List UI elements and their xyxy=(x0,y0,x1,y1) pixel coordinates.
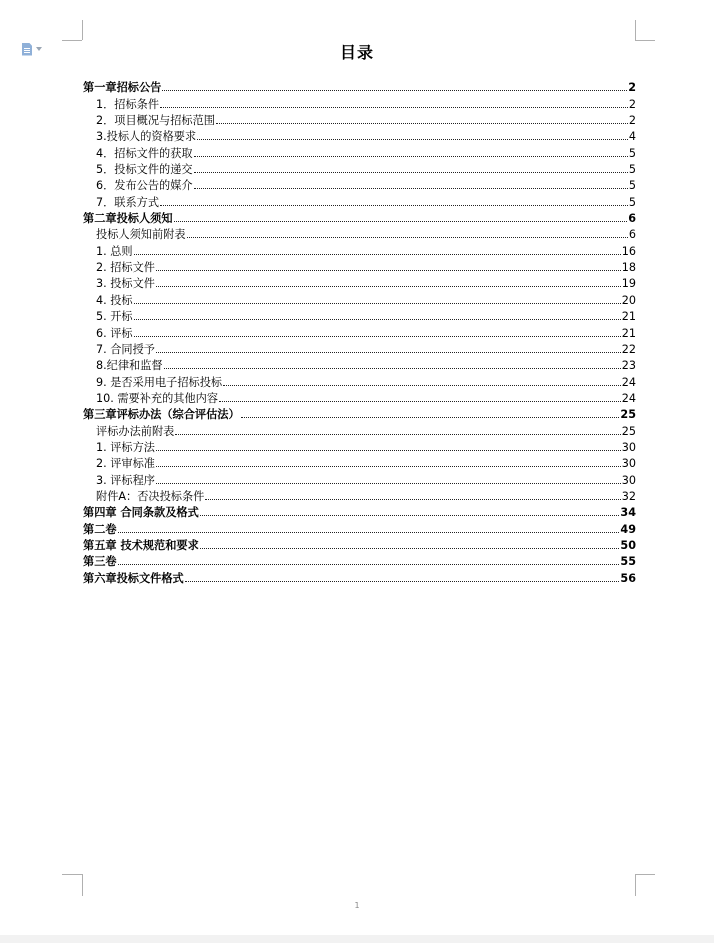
crop-mark-top-left-vertical xyxy=(82,20,83,40)
toc-entry-label: 8.纪律和监督 xyxy=(96,359,163,373)
toc-dot-leader xyxy=(187,237,628,238)
toc-entry-page-number: 4 xyxy=(628,130,636,144)
toc-entry-label: 第三卷 xyxy=(83,555,117,569)
toc-entry[interactable] xyxy=(83,356,636,372)
toc-entry-label: 10. 需要补充的其他内容 xyxy=(96,391,219,405)
toc-entry[interactable] xyxy=(83,438,636,454)
toc-entry[interactable] xyxy=(83,470,636,486)
toc-entry-page-number: 2 xyxy=(628,114,636,128)
toc-entry-label: 第二章投标人须知 xyxy=(83,212,173,226)
toc-entry-label: 6. 评标 xyxy=(96,326,133,340)
toc-dot-leader xyxy=(160,205,628,206)
toc-dot-leader xyxy=(134,303,621,304)
toc-dot-leader xyxy=(241,417,620,418)
toc-entry-label: 2．项目概况与招标范围 xyxy=(96,114,215,128)
toc-entry-label: 2. 招标文件 xyxy=(96,261,155,275)
toc-entry-label: 1. 评标方法 xyxy=(96,440,155,454)
toc-entry-page-number: 5 xyxy=(628,146,636,160)
toc-entry[interactable] xyxy=(83,568,636,584)
toc-entry-page-number: 32 xyxy=(621,489,636,503)
toc-entry-label: 附件A：否决投标条件 xyxy=(96,489,205,503)
crop-mark-top-right-vertical xyxy=(635,20,636,40)
toc-entry[interactable] xyxy=(83,225,636,241)
toc-entry-label: 第五章 技术规范和要求 xyxy=(83,538,199,552)
toc-dot-leader xyxy=(156,270,621,271)
toc-dot-leader xyxy=(200,548,620,549)
toc-dot-leader xyxy=(216,123,628,124)
toc-dot-leader xyxy=(164,368,621,369)
toc-dot-leader xyxy=(162,90,627,91)
toc-entry-page-number: 18 xyxy=(621,261,636,275)
toc-entry-page-number: 2 xyxy=(628,81,636,95)
toc-entry-label: 第六章投标文件格式 xyxy=(83,571,184,585)
toc-entry[interactable] xyxy=(83,487,636,503)
toc-entry-label: 4．招标文件的获取 xyxy=(96,146,193,160)
toc-entry[interactable] xyxy=(83,78,636,94)
toc-entry-label: 6．发布公告的媒介 xyxy=(96,179,193,193)
page-number: 1 xyxy=(354,901,360,910)
toc-entry-page-number: 6 xyxy=(628,228,636,242)
toc-entry-page-number: 25 xyxy=(620,408,636,422)
toc-entry-label: 2. 评审标准 xyxy=(96,457,155,471)
page-title: 目录 xyxy=(339,43,374,62)
toc-entry-label: 5．投标文件的递交 xyxy=(96,163,193,177)
toc-entry[interactable] xyxy=(83,258,636,274)
toc-entry[interactable] xyxy=(83,340,636,356)
toc-entry-label: 3. 投标文件 xyxy=(96,277,155,291)
toc-entry-label: 9. 是否采用电子招标投标 xyxy=(96,375,223,389)
toc-entry[interactable] xyxy=(83,274,636,290)
toc-entry-label: 第三章评标办法（综合评估法） xyxy=(83,408,240,422)
toc-entry-page-number: 22 xyxy=(621,342,636,356)
toc-entry[interactable] xyxy=(83,552,636,568)
toc-dot-leader xyxy=(160,107,628,108)
toc-entry-page-number: 55 xyxy=(620,555,636,569)
table-of-contents xyxy=(83,78,636,585)
toc-entry-label: 5. 开标 xyxy=(96,310,133,324)
toc-entry-label: 评标办法前附表 xyxy=(96,424,175,438)
toc-entry-page-number: 49 xyxy=(620,522,636,536)
toc-dot-leader xyxy=(223,385,621,386)
toc-entry[interactable] xyxy=(83,176,636,192)
toc-entry-page-number: 24 xyxy=(621,375,636,389)
toc-dot-leader xyxy=(175,434,620,435)
toc-entry-page-number: 2 xyxy=(628,97,636,111)
toc-entry[interactable] xyxy=(83,192,636,208)
crop-mark-bottom-left-vertical xyxy=(82,874,83,896)
toc-entry-page-number: 19 xyxy=(621,277,636,291)
toc-dot-leader xyxy=(185,581,620,582)
page-gap xyxy=(0,935,714,943)
toc-entry-page-number: 24 xyxy=(621,391,636,405)
toc-entry[interactable] xyxy=(83,241,636,257)
toc-entry[interactable] xyxy=(83,111,636,127)
toc-entry[interactable] xyxy=(83,209,636,225)
toc-entry-label: 第一章招标公告 xyxy=(83,81,162,95)
toc-entry-label: 7．联系方式 xyxy=(96,195,160,209)
toc-entry-page-number: 56 xyxy=(620,571,636,585)
toc-entry[interactable] xyxy=(83,519,636,535)
toc-dot-leader xyxy=(200,515,620,516)
toc-entry-page-number: 5 xyxy=(628,195,636,209)
toc-entry-page-number: 30 xyxy=(621,440,636,454)
toc-entry-label: 3. 评标程序 xyxy=(96,473,155,487)
toc-dot-leader xyxy=(134,336,621,337)
toc-entry-page-number: 34 xyxy=(620,506,636,520)
toc-entry-page-number: 16 xyxy=(621,244,636,258)
toc-dot-leader xyxy=(134,254,621,255)
toc-entry[interactable] xyxy=(83,307,636,323)
toc-entry-label: 3.投标人的资格要求 xyxy=(96,130,197,144)
toc-dot-leader xyxy=(118,532,620,533)
toc-entry[interactable] xyxy=(83,421,636,437)
toc-entry-label: 第二卷 xyxy=(83,522,117,536)
toc-entry-label: 1．招标条件 xyxy=(96,97,160,111)
toc-entry[interactable] xyxy=(83,290,636,306)
toc-dot-leader xyxy=(134,319,621,320)
crop-mark-bottom-right xyxy=(635,874,655,875)
toc-entry-page-number: 6 xyxy=(628,212,636,226)
toc-entry[interactable] xyxy=(83,323,636,339)
toc-dot-leader xyxy=(156,352,621,353)
toc-dot-leader xyxy=(219,401,621,402)
toc-dot-leader xyxy=(156,450,621,451)
toc-dot-leader xyxy=(118,564,620,565)
crop-mark-bottom-left xyxy=(62,874,82,875)
toc-entry-page-number: 23 xyxy=(621,359,636,373)
toc-dot-leader xyxy=(194,156,628,157)
toc-dot-leader xyxy=(156,466,621,467)
crop-mark-bottom-right-vertical xyxy=(635,874,636,896)
toc-entry-page-number: 30 xyxy=(621,457,636,471)
toc-dot-leader xyxy=(205,499,620,500)
toc-dot-leader xyxy=(156,286,621,287)
toc-entry[interactable] xyxy=(83,143,636,159)
toc-entry[interactable] xyxy=(83,454,636,470)
toc-entry[interactable] xyxy=(83,160,636,176)
toc-entry-page-number: 21 xyxy=(621,326,636,340)
toc-dot-leader xyxy=(197,139,628,140)
toc-entry[interactable] xyxy=(83,503,636,519)
toc-entry[interactable] xyxy=(83,94,636,110)
toc-dot-leader xyxy=(156,483,621,484)
toc-entry-page-number: 25 xyxy=(621,424,636,438)
toc-entry-page-number: 50 xyxy=(620,538,636,552)
toc-dot-leader xyxy=(174,221,628,222)
toc-entry-page-number: 21 xyxy=(621,310,636,324)
toc-entry[interactable] xyxy=(83,405,636,421)
toc-dot-leader xyxy=(194,188,628,189)
toc-entry-label: 4. 投标 xyxy=(96,293,133,307)
toc-entry-page-number: 5 xyxy=(628,179,636,193)
toc-dot-leader xyxy=(194,172,628,173)
toc-entry[interactable] xyxy=(83,127,636,143)
toc-entry-page-number: 30 xyxy=(621,473,636,487)
toc-entry-label: 第四章 合同条款及格式 xyxy=(83,506,199,520)
toc-entry-label: 投标人须知前附表 xyxy=(96,228,186,242)
toc-entry-label: 7. 合同授予 xyxy=(96,342,155,356)
toc-entry[interactable] xyxy=(83,389,636,405)
toc-entry[interactable] xyxy=(83,372,636,388)
toc-entry-page-number: 20 xyxy=(621,293,636,307)
toc-entry-label: 1. 总则 xyxy=(96,244,133,258)
toc-entry-page-number: 5 xyxy=(628,163,636,177)
toc-entry[interactable] xyxy=(83,536,636,552)
